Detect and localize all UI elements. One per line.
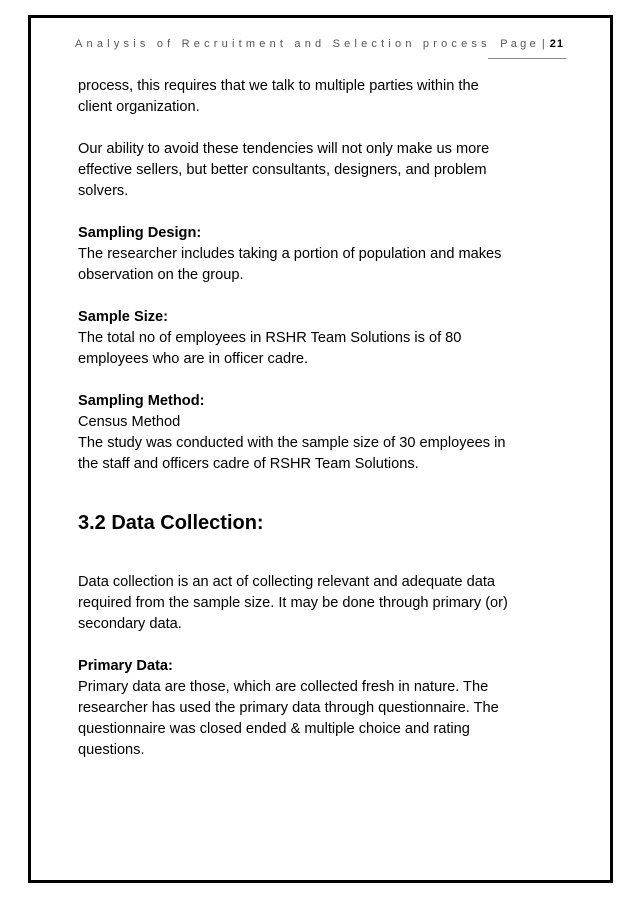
paragraph-line: observation on the group. — [78, 267, 244, 283]
header-rule — [488, 58, 566, 59]
paragraph-line: solvers. — [78, 183, 129, 199]
paragraph-line: questionnaire was closed ended & multiple choice and rating — [78, 721, 470, 737]
paragraph-line: required from the sample size. It may be done through primary (or) — [78, 595, 508, 611]
page-separator: | — [541, 38, 545, 50]
page-header — [75, 38, 564, 58]
page-label: Page — [500, 38, 539, 50]
paragraph-line: employees who are in officer cadre. — [78, 351, 309, 367]
paragraph-line: secondary data. — [78, 616, 182, 632]
paragraph-line: The study was conducted with the sample size of 30 employees in — [78, 435, 506, 451]
paragraph-line: process, this requires that we talk to multiple parties within the — [78, 78, 479, 94]
paragraph-line: questions. — [78, 742, 145, 758]
sample-size-heading: Sample Size: — [78, 309, 169, 325]
sampling-method-heading: Sampling Method: — [78, 393, 205, 409]
paragraph-line: effective sellers, but better consultants, designers, and problem — [78, 162, 487, 178]
sampling-design-heading: Sampling Design: — [78, 225, 202, 241]
paragraph-line: Data collection is an act of collecting relevant and adequate data — [78, 574, 496, 590]
page-content — [78, 76, 558, 761]
page-number: 21 — [549, 38, 564, 50]
section-heading: 3.2 Data Collection: — [78, 512, 264, 534]
primary-data-heading: Primary Data: — [78, 658, 173, 674]
paragraph-line: Census Method — [78, 414, 181, 430]
paragraph-line: The total no of employees in RSHR Team Solutions is of 80 — [78, 330, 462, 346]
paragraph-line: researcher has used the primary data through questionnaire. The — [78, 700, 499, 716]
paragraph-line: Our ability to avoid these tendencies will not only make us more — [78, 141, 490, 157]
paragraph-line: The researcher includes taking a portion of population and makes — [78, 246, 502, 262]
page-number-block — [500, 38, 564, 50]
header-title: Analysis of Recruitment and Selection process — [75, 38, 491, 50]
paragraph-line: the staff and officers cadre of RSHR Team Solutions. — [78, 456, 419, 472]
paragraph-line: client organization. — [78, 99, 200, 115]
paragraph-line: Primary data are those, which are collected fresh in nature. The — [78, 679, 489, 695]
